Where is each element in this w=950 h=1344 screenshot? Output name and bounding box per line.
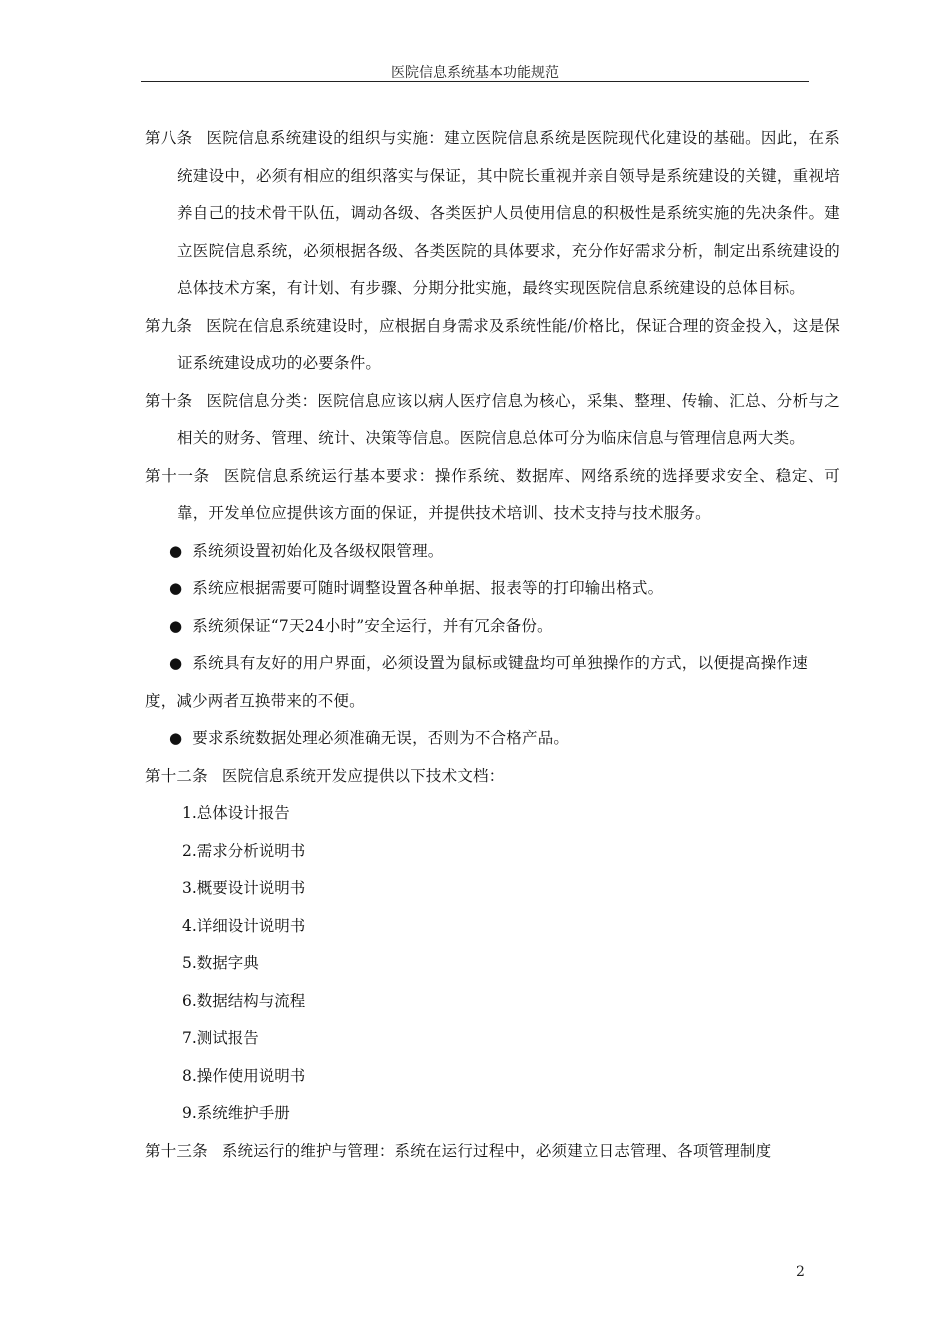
- page-header-title: 医院信息系统基本功能规范: [391, 65, 559, 81]
- article-label: 第十二条: [145, 766, 208, 785]
- article-9: [0, 308, 840, 383]
- bullet-item: [0, 608, 808, 646]
- document-body: [0, 120, 950, 1170]
- article-11: [0, 458, 840, 533]
- article-13: [0, 1133, 840, 1171]
- bullet-item: [0, 720, 808, 758]
- article-text: 医院信息系统建设的组织与实施：建立医院信息系统是医院现代化建设的基础。因此，在系统建设中，必须有相应的组织落实与保证，其中院长重视并亲自领导是系统建设的关键，重视培养自己的技术骨干队伍，调动各级、各类医护人员使用信息的积极性是系统实施的先决条件。建立医院信息系统，必须根据各级、各类医院的具体要求，充分作好需求分析，制定出系统建设的总体技术方案，有计划、有步骤、分期分批实施，最终实现医院信息系统建设的总体目标。: [177, 129, 840, 297]
- article-text: 系统运行的维护与管理：系统在运行过程中，必须建立日志管理、各项管理制度: [221, 1141, 772, 1160]
- document-list-item: 9.系统维护手册: [182, 1104, 290, 1122]
- article-label: 第八条: [145, 129, 193, 147]
- document-list-item: 2.需求分析说明书: [182, 841, 306, 860]
- header-rule: [141, 81, 809, 82]
- bullet-item: [0, 645, 808, 720]
- bullet-item: [0, 570, 808, 608]
- article-text: 医院信息分类：医院信息应该以病人医疗信息为核心，采集、整理、传输、汇总、分析与之相关的财务、管理、统计、决策等信息。医院信息总体可分为临床信息与管理信息两大类。: [177, 391, 840, 447]
- article-text: 医院在信息系统建设时，应根据自身需求及系统性能/价格比，保证合理的资金投入，这是保证系统建设成功的必要条件。: [177, 316, 840, 372]
- bullet-text: 系统须设置初始化及各级权限管理。: [192, 541, 444, 560]
- bullet-icon: ●: [169, 541, 183, 560]
- article-10: [0, 383, 840, 458]
- bullet-item: [0, 533, 808, 571]
- bullet-text: 系统应根据需要可随时调整设置各种单据、报表等的打印输出格式。: [192, 579, 664, 597]
- document-list-item: 3.概要设计说明书: [182, 879, 306, 897]
- document-list-item: 5.数据字典: [182, 954, 259, 972]
- article-label: 第九条: [145, 316, 193, 335]
- bullet-text: 系统具有友好的用户界面，必须设置为鼠标或键盘均可单独操作的方式，以便提高操作速度，减少两者互换带来的不便。: [145, 654, 808, 710]
- article-text: 医院信息系统开发应提供以下技术文档：: [221, 766, 505, 785]
- document-list-item: 8.操作使用说明书: [182, 1066, 306, 1085]
- article-label: 第十一条: [145, 466, 210, 485]
- article-12: [0, 758, 840, 796]
- document-list-item: 6.数据结构与流程: [182, 991, 306, 1010]
- article-8: [0, 120, 840, 308]
- bullet-text: 系统须保证“7天24小时”安全运行，并有冗余备份。: [192, 616, 553, 635]
- article-label: 第十三条: [145, 1141, 208, 1160]
- bullet-icon: ●: [169, 616, 183, 635]
- bullet-icon: ●: [169, 654, 183, 672]
- article-text: 医院信息系统运行基本要求：操作系统、数据库、网络系统的选择要求安全、稳定、可靠，开发单位应提供该方面的保证，并提供技术培训、技术支持与技术服务。: [177, 466, 840, 522]
- bullet-icon: ●: [169, 579, 183, 597]
- bullet-text: 要求系统数据处理必须准确无误，否则为不合格产品。: [192, 729, 570, 747]
- page-number: 2: [796, 1264, 805, 1280]
- document-list-item: 4.详细设计说明书: [182, 916, 306, 935]
- bullet-icon: ●: [169, 729, 183, 747]
- article-label: 第十条: [145, 391, 193, 410]
- document-list-item: 1.总体设计报告: [182, 804, 290, 822]
- document-list-item: 7.测试报告: [182, 1029, 259, 1047]
